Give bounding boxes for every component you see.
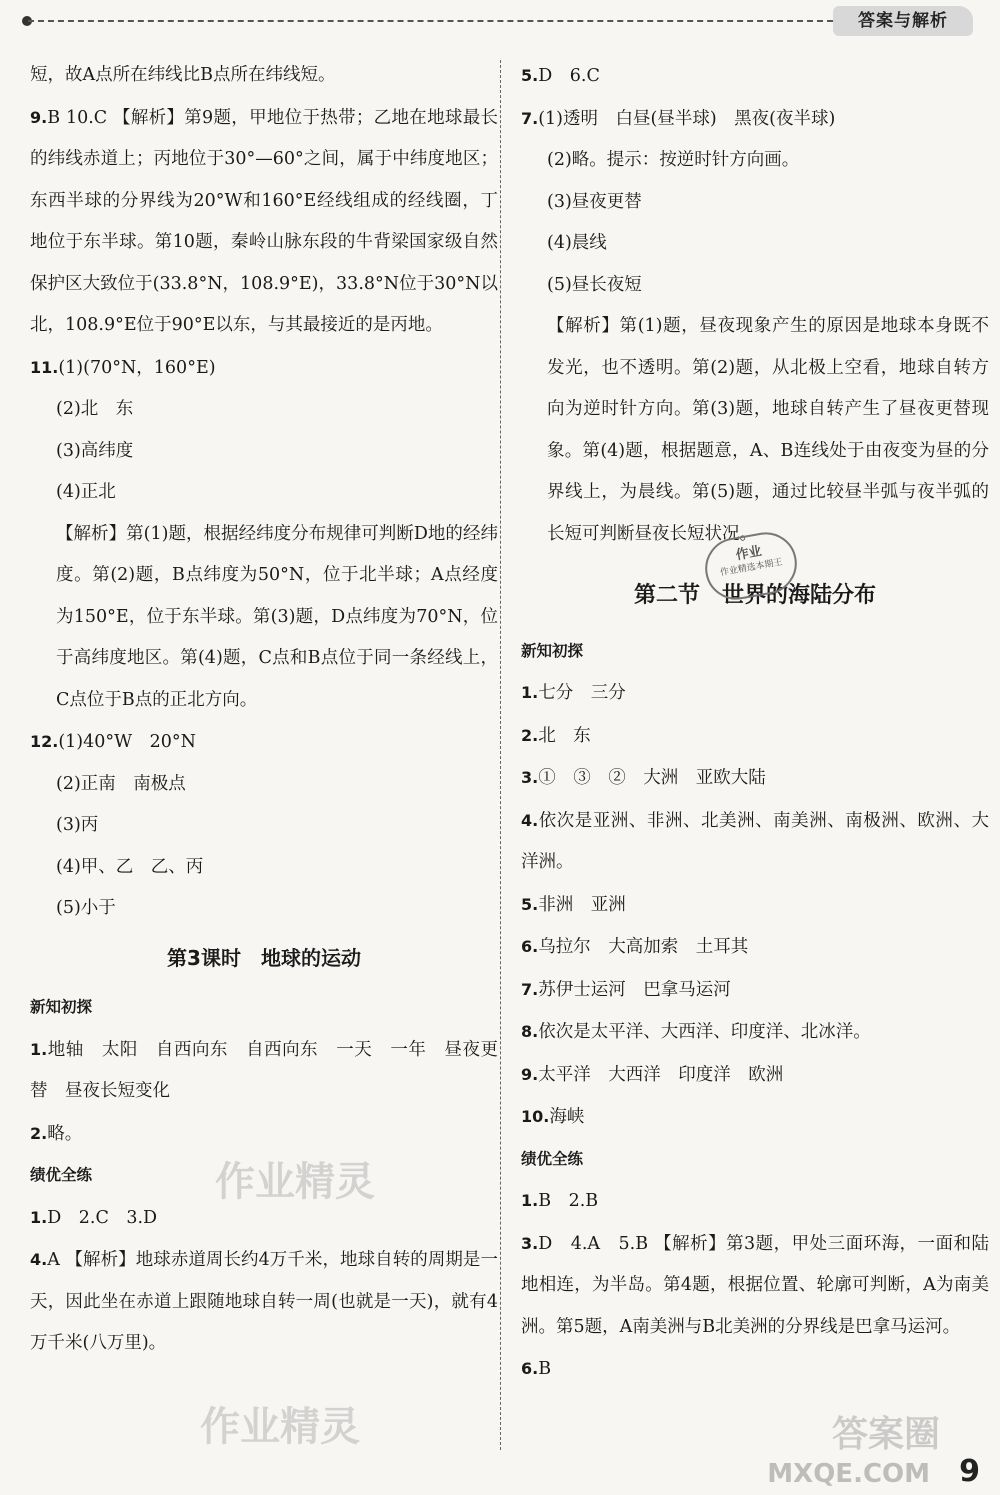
answer-text: (1)透明 白昼(昼半球) 黑夜(夜半球) xyxy=(538,108,836,129)
answer-number: 6. xyxy=(521,937,539,956)
header-tab: 答案与解析 xyxy=(833,6,973,36)
answer-text: D 2.C 3.D xyxy=(47,1207,158,1228)
column-divider xyxy=(500,60,501,1450)
answer-item xyxy=(30,1113,498,1156)
answer-item xyxy=(521,223,989,265)
page-number: 9 xyxy=(959,1454,980,1489)
answer-number: 9. xyxy=(30,107,48,127)
answer-item xyxy=(30,1239,498,1365)
watermark-logo: 答案圈 xyxy=(831,1414,940,1455)
answer-item xyxy=(30,431,498,473)
answer-item xyxy=(30,764,498,806)
answer-item xyxy=(521,55,989,98)
answer-text: (3)高纬度 xyxy=(56,440,134,461)
answer-text: 【解析】第(1)题，根据经纬度分布规律可判断D地的经纬度。第(2)题，B点纬度为50°N，位于北半球；A点经度为150°E，位于东半球。第(3)题，D点纬度为70°N，位于高纬度地区。第(4)题，C点和B点位于同一条经线上，C点位于B点的正北方向。 xyxy=(56,523,498,710)
subsection-heading: 绩优全练 xyxy=(521,1149,584,1168)
answer-text: (4)正北 xyxy=(56,482,116,502)
answer-number: 3. xyxy=(521,768,539,787)
answer-number: 7. xyxy=(521,108,539,128)
homework-stamp: 作业 作业精选本期王 xyxy=(700,527,801,604)
answer-number: 9. xyxy=(521,1064,539,1084)
answer-item xyxy=(521,1348,989,1391)
answer-item xyxy=(521,800,989,884)
answer-text: (5)小于 xyxy=(56,898,116,918)
answer-item xyxy=(30,514,498,722)
answer-text: D 6.C xyxy=(538,66,600,86)
answer-item xyxy=(521,969,989,1012)
answer-item xyxy=(521,715,989,758)
answer-text: 依次是亚洲、非洲、北美洲、南美洲、南极洲、欧洲、大洋洲。 xyxy=(521,810,989,872)
answer-item xyxy=(30,847,498,889)
answer-text: (4)甲、乙 乙、丙 xyxy=(56,856,204,877)
answer-number: 5. xyxy=(521,66,539,85)
answer-text: 依次是太平洋、大西洋、印度洋、北冰洋。 xyxy=(538,1022,871,1042)
watermark-2: 作业精灵 xyxy=(200,1404,360,1450)
answer-text: 太平洋 大西洋 印度洋 欧洲 xyxy=(538,1064,784,1085)
answer-item xyxy=(30,389,498,431)
answer-item xyxy=(521,98,989,141)
answer-number: 3. xyxy=(521,1233,539,1253)
answer-item xyxy=(521,926,989,969)
answer-item xyxy=(521,757,989,800)
answer-item xyxy=(30,472,498,514)
answer-item xyxy=(521,306,989,555)
answer-item xyxy=(521,884,989,927)
section-title: 第二节 世界的海陆分布 xyxy=(633,583,876,608)
answer-text: 苏伊士运河 巴拿马运河 xyxy=(538,979,731,1000)
answer-number: 6. xyxy=(521,1359,539,1378)
answer-text: 非洲 亚洲 xyxy=(538,894,626,915)
answer-number: 1. xyxy=(521,1191,539,1210)
answer-text: 海峡 xyxy=(549,1107,585,1127)
answer-number: 5. xyxy=(521,894,539,914)
answer-item xyxy=(521,1223,989,1349)
answer-text: 略。 xyxy=(47,1123,83,1144)
answer-item xyxy=(521,672,989,715)
answer-text: A 【解析】地球赤道周长约4万千米，地球自转的周期是一天，因此坐在赤道上跟随地球自转一周(也就是一天)，就有4万千米(八万里)。 xyxy=(30,1250,498,1353)
answer-item xyxy=(521,1096,989,1139)
answer-item xyxy=(521,1054,989,1097)
answer-item xyxy=(30,55,498,97)
answer-number: 4. xyxy=(521,810,539,830)
section-title: 第3课时 地球的运动 xyxy=(167,945,361,970)
answer-number: 1. xyxy=(30,1207,48,1227)
answer-text: (2)北 东 xyxy=(56,399,134,419)
answer-number: 11. xyxy=(30,357,59,377)
answer-number: 10. xyxy=(521,1107,550,1126)
answer-item xyxy=(30,721,498,764)
answer-item xyxy=(521,265,989,307)
answer-item xyxy=(30,1029,498,1113)
subsection-heading: 新知初探 xyxy=(30,998,93,1016)
answer-item xyxy=(521,182,989,224)
answer-text: B 2.B xyxy=(538,1191,599,1211)
header-rule xyxy=(28,20,833,22)
answer-text: (5)昼长夜短 xyxy=(547,274,642,295)
answer-number: 12. xyxy=(30,732,59,751)
answer-text: (4)晨线 xyxy=(547,233,607,253)
answer-item xyxy=(30,805,498,847)
answer-text: (3)丙 xyxy=(56,815,99,835)
answer-text: 短，故A点所在纬线比B点所在纬线短。 xyxy=(30,65,336,85)
answer-item xyxy=(30,888,498,930)
answer-text: 地轴 太阳 自西向东 自西向东 一天 一年 昼夜更替 昼夜长短变化 xyxy=(30,1039,498,1101)
answer-number: 1. xyxy=(30,1039,48,1059)
answer-item xyxy=(521,1011,989,1054)
answer-number: 2. xyxy=(521,725,539,745)
right-column xyxy=(521,55,989,1391)
answer-number: 2. xyxy=(30,1123,48,1143)
answer-text: (2)正南 南极点 xyxy=(56,773,186,794)
watermark-url: MXQE.COM xyxy=(767,1459,930,1489)
answer-text: (1)40°W 20°N xyxy=(58,732,196,752)
answer-text: (3)昼夜更替 xyxy=(547,191,642,212)
answer-number: 4. xyxy=(30,1250,48,1269)
answer-item xyxy=(30,347,498,390)
answer-text: B xyxy=(538,1359,552,1379)
answer-text: (2)略。提示：按逆时针方向画。 xyxy=(547,150,800,170)
answer-number: 7. xyxy=(521,979,539,999)
answer-text: ① ③ ② 大洲 亚欧大陆 xyxy=(538,768,766,788)
answer-item xyxy=(521,1180,989,1223)
answer-text: 【解析】第(1)题，昼夜现象产生的原因是地球本身既不发光，也不透明。第(2)题，从北极上空看，地球自转方向为逆时针方向。第(3)题，地球自转产生了昼夜更替现象。第(4)题，根据题意，A、B连线处于由夜变为昼的分界线上，为晨线。第(5)题，通过比较昼半弧与夜半弧的长短可判断昼夜长短状况。 xyxy=(547,316,989,544)
watermark-1: 作业精灵 xyxy=(215,1159,375,1205)
answer-text: (1)(70°N，160°E) xyxy=(58,357,216,378)
answer-item xyxy=(521,140,989,182)
subsection-heading: 新知初探 xyxy=(521,641,584,660)
answer-text: B 10.C 【解析】第9题，甲地位于热带；乙地在地球最长的纬线赤道上；丙地位于30°—60°之间，属于中纬度地区；东西半球的分界线为20°W和160°E经线组成的经线圈，丁地位于东半球。第10题，秦岭山脉东段的牛背梁国家级自然保护区大致位于(33.8°N，108.9°E)，33.8°N位于30°N以北，108.9°E位于90°E以东，与其最接近的是丙地。 xyxy=(30,107,498,335)
answer-item xyxy=(30,97,498,347)
subsection-heading: 绩优全练 xyxy=(30,1166,93,1184)
answer-number: 8. xyxy=(521,1022,539,1041)
answer-text: 乌拉尔 大高加索 土耳其 xyxy=(538,937,749,957)
answer-text: D 4.A 5.B 【解析】第3题，甲处三面环海，一面和陆地相连，为半岛。第4题，根据位置、轮廓可判断，A为南美洲。第5题，A南美洲与B北美洲的分界线是巴拿马运河。 xyxy=(521,1233,989,1337)
answer-text: 七分 三分 xyxy=(538,683,626,703)
answer-number: 1. xyxy=(521,683,539,702)
answer-text: 北 东 xyxy=(538,725,591,746)
